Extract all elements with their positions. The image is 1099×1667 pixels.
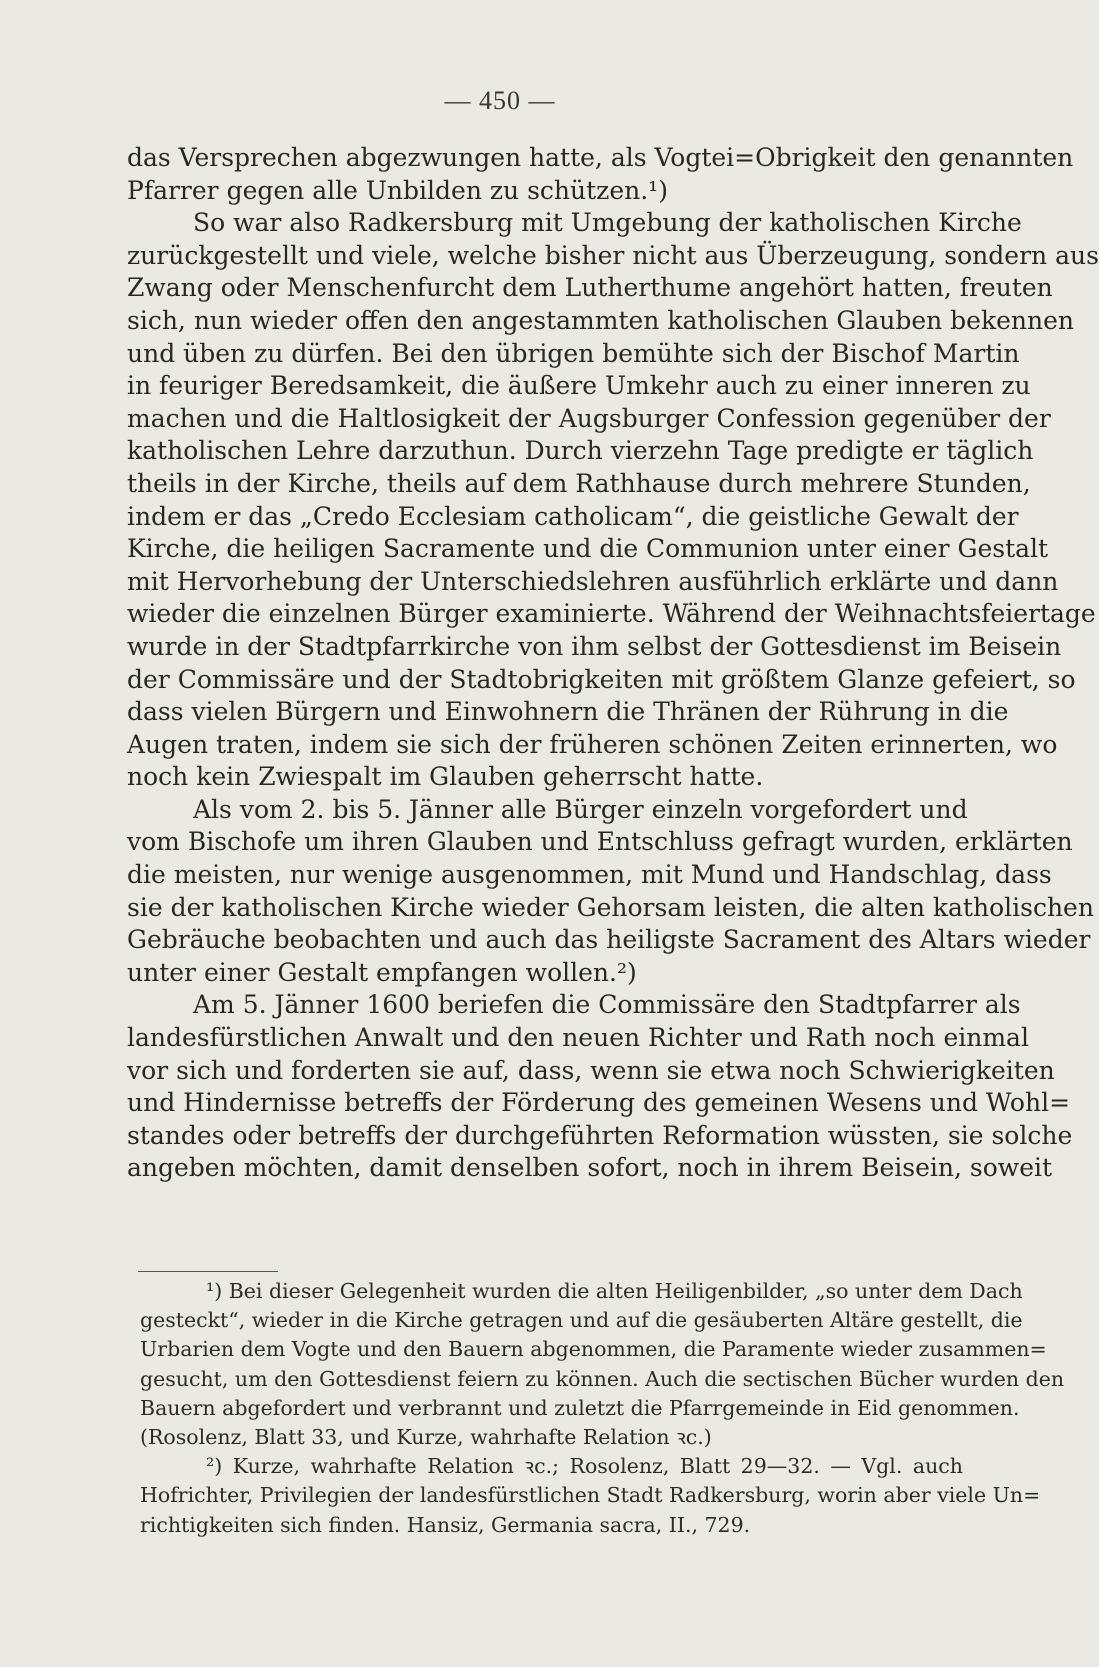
text-line: Am 5. Jänner 1600 beriefen die Commissäre den Stadtpfarrer als: [193, 990, 1021, 1020]
text-line: angeben möchten, damit denselben sofort, noch in ihrem Beisein, soweit: [127, 1153, 1053, 1183]
text-line: standes oder betreffs der durchgeführten Reformation wüssten, sie solche: [127, 1120, 1073, 1150]
text-line: theils in der Kirche, theils auf dem Rathhause durch mehrere Stunden,: [127, 468, 1031, 498]
text-line: vor sich und forderten sie auf, dass, wenn sie etwa noch Schwierigkeiten: [127, 1055, 1055, 1085]
footnotes: [140, 1277, 1065, 1540]
text-line: vom Bischofe um ihren Glauben und Entschluss gefragt wurden, erklärten: [127, 827, 1073, 857]
text-line: wurde in der Stadtpfarrkirche von ihm selbst der Gottesdienst im Beisein: [127, 631, 1062, 661]
footnote-line: ¹) Bei dieser Gelegenheit wurden die alten Heiligenbilder, „so unter dem Dach: [206, 1279, 1023, 1303]
text-line: zurückgestellt und viele, welche bisher nicht aus Überzeugung, sondern aus: [127, 240, 1099, 270]
footnote-line: Urbarien dem Vogte und den Bauern abgenommen, die Paramente wieder zusammen=: [140, 1337, 1047, 1362]
text-line: der Commissäre und der Stadtobrigkeiten mit größtem Glanze gefeiert, so: [127, 664, 1076, 694]
text-line: indem er das „Credo Ecclesiam catholicam“, die geistliche Gewalt der: [127, 501, 1019, 531]
footnote-line: ²) Kurze, wahrhafte Relation ꝛc.; Rosolenz, Blatt 29—32. — Vgl. auch: [206, 1454, 963, 1479]
text-line: Augen traten, indem sie sich der früheren schönen Zeiten erinnerten, wo: [127, 729, 1058, 759]
text-line: in feuriger Beredsamkeit, die äußere Umkehr auch zu einer inneren zu: [127, 371, 1031, 401]
text-line: So war also Radkersburg mit Umgebung der katholischen Kirche: [193, 208, 1022, 238]
text-line: landesfürstlichen Anwalt und den neuen Richter und Rath noch einmal: [127, 1023, 1029, 1053]
text-line: wieder die einzelnen Bürger examinierte. Während der Weihnachtsfeiertage: [127, 599, 1096, 629]
text-line: und Hindernisse betreffs der Förderung des gemeinen Wesens und Wohl=: [127, 1088, 1071, 1118]
text-line: unter einer Gestalt empfangen wollen.²): [127, 957, 637, 987]
text-line: machen und die Haltlosigkeit der Augsburger Confession gegenüber der: [127, 403, 1051, 433]
text-line: noch kein Zwiespalt im Glauben geherrscht hatte.: [127, 762, 764, 792]
text-line: das Versprechen abgezwungen hatte, als Vogtei=Obrigkeit den genannten: [127, 143, 1074, 172]
text-line: dass vielen Bürgern und Einwohnern die Thränen der Rührung in die: [127, 697, 1009, 727]
footnote-separator: [138, 1271, 278, 1272]
text-line: Kirche, die heiligen Sacramente und die Communion unter einer Gestalt: [127, 534, 1049, 564]
footnote-line: richtigkeiten sich finden. Hansiz, Germania sacra, II., 729.: [140, 1512, 751, 1537]
text-line: sich, nun wieder offen den angestammten katholischen Glauben bekennen: [127, 305, 1075, 335]
text-line: und üben zu dürfen. Bei den übrigen bemühte sich der Bischof Martin: [127, 338, 1020, 368]
footnote-line: gesteckt“, wieder in die Kirche getragen und auf die gesäuberten Altäre gestellt, die: [140, 1308, 1023, 1333]
footnote-line: (Rosolenz, Blatt 33, und Kurze, wahrhafte Relation ꝛc.): [140, 1425, 712, 1450]
footnote-line: Bauern abgefordert und verbrannt und zuletzt die Pfarrgemeinde in Eid genommen.: [140, 1395, 1020, 1420]
text-line: katholischen Lehre darzuthun. Durch vierzehn Tage predigte er täglich: [127, 436, 1034, 466]
text-line: Pfarrer gegen alle Unbilden zu schützen.¹): [127, 175, 668, 205]
text-line: die meisten, nur wenige ausgenommen, mit Mund und Handschlag, dass: [127, 860, 1052, 890]
text-line: mit Hervorhebung der Unterschiedslehren ausführlich erklärte und dann: [127, 566, 1059, 596]
text-line: Zwang oder Menschenfurcht dem Lutherthume angehört hatten, freuten: [127, 273, 1053, 303]
main-text: [127, 142, 1099, 1185]
text-line: sie der katholischen Kirche wieder Gehorsam leisten, die alten katholischen: [127, 892, 1094, 922]
page-number: — 450 —: [444, 86, 556, 115]
text-line: Als vom 2. bis 5. Jänner alle Bürger einzeln vorgefordert und: [193, 794, 968, 824]
footnote-line: Hofrichter, Privilegien der landesfürstlichen Stadt Radkersburg, worin aber viele Un=: [140, 1483, 1041, 1508]
text-line: Gebräuche beobachten und auch das heiligste Sacrament des Altars wieder: [127, 925, 1091, 955]
footnote-line: gesucht, um den Gottesdienst feiern zu können. Auch die sectischen Bücher wurden den: [140, 1366, 1065, 1391]
